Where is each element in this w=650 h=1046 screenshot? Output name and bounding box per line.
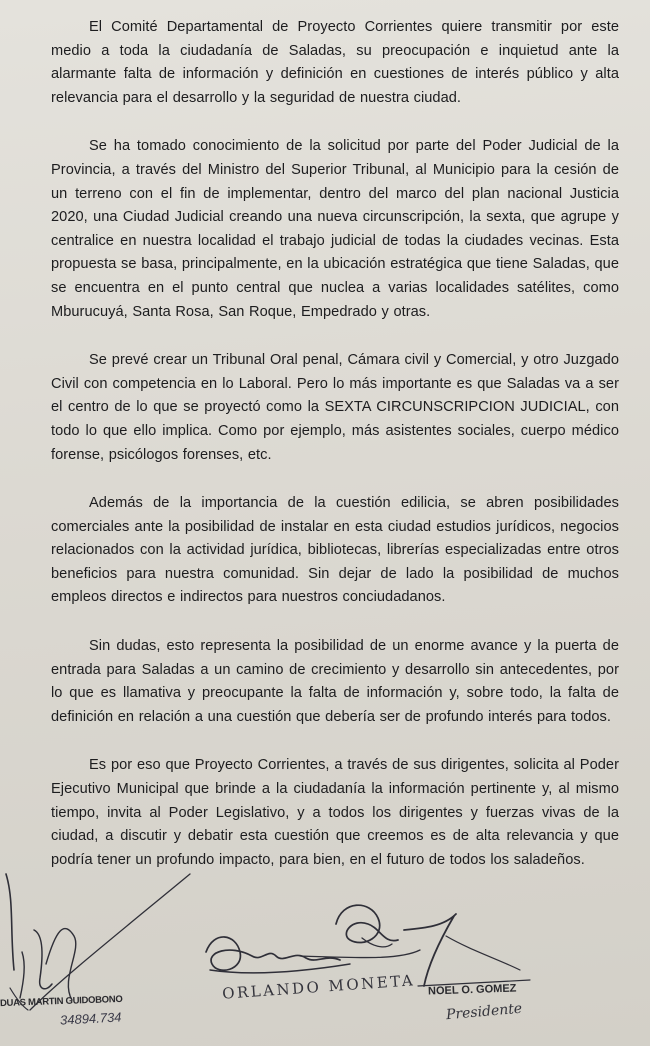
signature-1-stroke [6, 874, 14, 970]
paragraph-6: Es por eso que Proyecto Corrientes, a través de sus dirigentes, solicita al Poder Ejecutivo Municipal que brinde a la ciudadanía la información pertinente y, al mismo tiempo, invita al Poder Legislativo, y a todos los dirigentes y fuerzas vivas de la ciudad, a discutir y debatir esta cuestión que creemos es de alta relevancia y que podría tener un profundo impacto, para bien, en el futuro de todos los saladeños. [51, 757, 619, 868]
signature-1-stroke [34, 930, 52, 989]
signature-1-stroke [46, 929, 76, 1000]
signature-2-stroke [336, 905, 398, 942]
signer-1-number: 34894.734 [59, 1009, 122, 1028]
signature-3-stroke [446, 936, 520, 970]
paragraph-4: Además de la importancia de la cuestión edilicia, se abren posibilidades comerciales ante la posibilidad de instalar en esta ciudad estudios jurídicos, negocios relacionados con la actividad jurídica, bibliotecas, librerías especializadas entre otros beneficios para nuestra comunidad. Sin dejar de lado la posibilidad de muchos empleos directos e indirectos para nuestros conciudadanos. [51, 495, 619, 606]
signer-3-name: NOEL O. GOMEZ [427, 982, 517, 998]
signature-2-stroke [206, 937, 340, 970]
signature-1-stroke [20, 952, 24, 998]
paragraph-3: Se prevé crear un Tribunal Oral penal, Cámara civil y Comercial, y otro Juzgado Civil con competencia en lo Laboral. Pero lo más importante es que Saladas va a ser el centro de lo que se proyectó como la SEXTA CIRCUNSCRIPCION JUDICIAL, con todo lo que ello implica. Como por ejemplo, más asistentes sociales, cuerpo médico forense, psicólogos forenses, etc. [51, 352, 619, 463]
signature-2-stroke [300, 950, 420, 958]
signature-area [0, 860, 650, 1046]
letter-body [51, 16, 619, 897]
signer-3-title: Presidente [445, 1000, 523, 1024]
paragraph-2: Se ha tomado conocimiento de la solicitud por parte del Poder Judicial de la Provincia, a través del Ministro del Superior Tribunal, al Municipio para la cesión de un terreno con el fin de implementar, dentro del marco del plan nacional Justicia 2020, una Ciudad Judicial creando una nueva circunscripción, la sexta, que agrupe y centralice en nuestra localidad el trabajo judicial de todas la ciudades vecinas. Esta propuesta se basa, principalmente, en la ubicación estratégica que tiene Saladas, que se encuentra en el punto central que nuclea a varias localidades satélites, como Mburucuyá, Santa Rosa, San Roque, Empedrado y otras. [51, 138, 619, 320]
paragraph-5: Sin dudas, esto representa la posibilidad de un enorme avance y la puerta de entrada para Saladas a un camino de crecimiento y desarrollo sin antecedentes, por lo que es llamativa y preocupante la falta de información y, sobre todo, la falta de definición en relación a una cuestión que debería ser de profundo interés para todos. [51, 638, 619, 725]
paragraph-1: El Comité Departamental de Proyecto Corrientes quiere transmitir por este medio a toda la ciudadanía de Saladas, su preocupación e inquietud ante la alarmante falta de información y definición en cuestiones de interés público y alta relevancia para el desarrollo y la seguridad de nuestra ciudad. [51, 19, 619, 106]
signer-2-handwritten-name: ORLANDO MONETA [221, 971, 416, 1003]
signer-1-name: DUAS MARTIN GUIDOBONO [0, 993, 123, 1010]
